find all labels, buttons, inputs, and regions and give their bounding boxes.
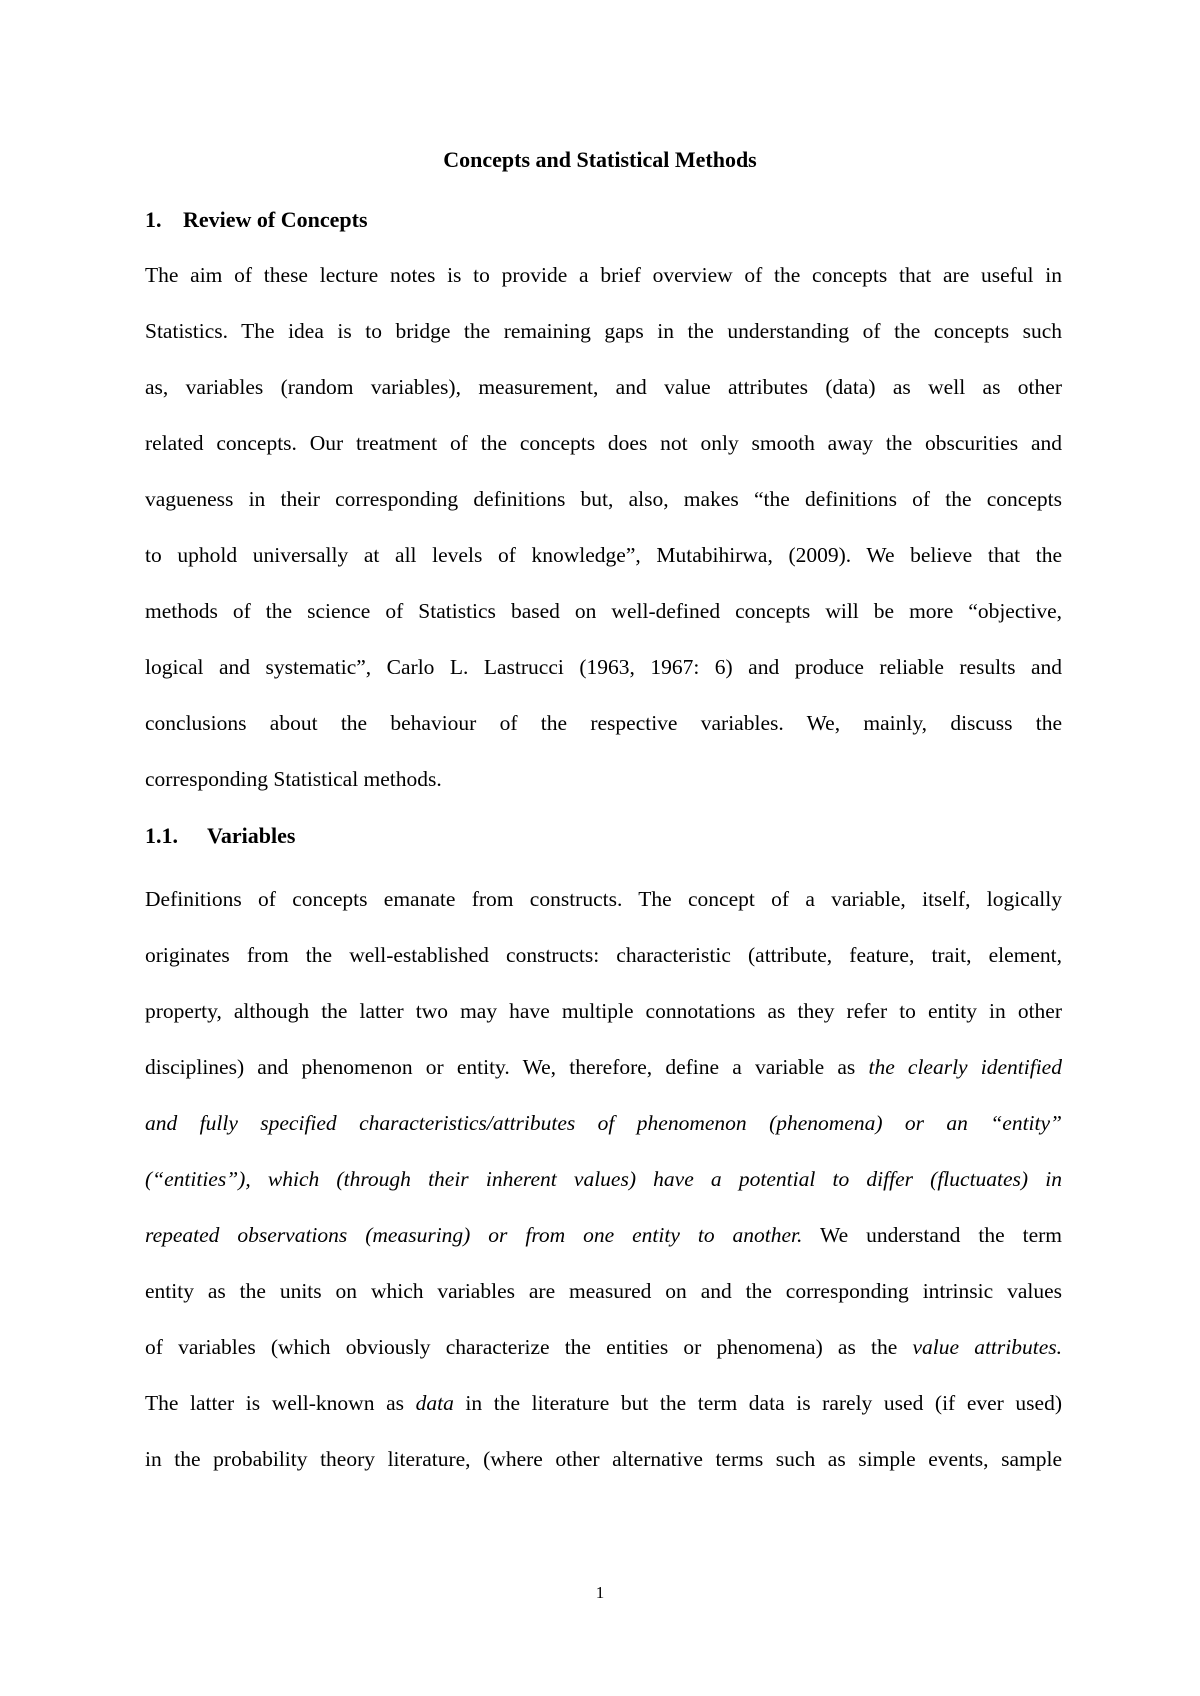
text-run: disciplines) and phenomenon or entity. We, therefore, define a variable as [145, 1055, 869, 1079]
text-run: We understand the term [802, 1223, 1062, 1247]
text-line [145, 1207, 1062, 1263]
text-line: Definitions of concepts emanate from constructs. The concept of a variable, itself, logically [145, 887, 1062, 911]
text-line: conclusions about the behaviour of the respective variables. We, mainly, discuss the [145, 711, 1062, 735]
term-emphasis: data [415, 1391, 454, 1415]
text-line: and fully specified characteristics/attributes of phenomenon (phenomena) or an “entity” [145, 1111, 1062, 1135]
section-heading-review-of-concepts [145, 206, 368, 234]
text-line: to uphold universally at all levels of knowledge”, Mutabihirwa, (2009). We believe that the [145, 543, 1062, 567]
text-line: vagueness in their corresponding definitions but, also, makes “the definitions of the concepts [145, 487, 1062, 511]
text-line [145, 1039, 1062, 1095]
text-line: entity as the units on which variables are measured on and the corresponding intrinsic values [145, 1279, 1062, 1303]
document-title: Concepts and Statistical Methods [443, 147, 757, 172]
text-line: in the probability theory literature, (where other alternative terms such as simple events, sample [145, 1447, 1062, 1471]
text-line: as, variables (random variables), measurement, and value attributes (data) as well as other [145, 375, 1062, 399]
section-number: 1. [145, 207, 162, 232]
term-emphasis: value attributes. [912, 1335, 1062, 1359]
text-line [145, 1375, 1062, 1431]
text-run: of variables (which obviously characterize the entities or phenomena) as the [145, 1335, 913, 1359]
variables-paragraph [145, 871, 1062, 1487]
text-line: methods of the science of Statistics based on well-defined concepts will be more “objective, [145, 599, 1062, 623]
text-line [145, 1319, 1062, 1375]
section-title: Review of Concepts [183, 207, 368, 232]
text-line: logical and systematic”, Carlo L. Lastrucci (1963, 1967: 6) and produce reliable results and [145, 655, 1062, 679]
text-line: (“entities”), which (through their inherent values) have a potential to differ (fluctuates) in [145, 1167, 1062, 1191]
section-title: Variables [207, 823, 296, 848]
text-line: related concepts. Our treatment of the concepts does not only smooth away the obscurities and [145, 431, 1062, 455]
text-run: The latter is well-known as [145, 1391, 416, 1415]
text-line: property, although the latter two may have multiple connotations as they refer to entity in other [145, 999, 1062, 1023]
text-line: corresponding Statistical methods. [145, 767, 442, 791]
section-number: 1.1. [145, 823, 178, 848]
section-heading-variables [145, 822, 295, 850]
text-line: The aim of these lecture notes is to provide a brief overview of the concepts that are useful in [145, 263, 1062, 287]
page-number: 1 [595, 1583, 605, 1602]
text-run: in the literature but the term data is rarely used (if ever used) [453, 1391, 1062, 1415]
intro-paragraph [145, 247, 1062, 807]
definition-emphasis: the clearly identified [868, 1055, 1062, 1079]
text-line: Statistics. The idea is to bridge the remaining gaps in the understanding of the concepts such [145, 319, 1062, 343]
text-line: originates from the well-established constructs: characteristic (attribute, feature, trait, element, [145, 943, 1062, 967]
definition-emphasis: repeated observations (measuring) or from one entity to another. [145, 1223, 803, 1247]
